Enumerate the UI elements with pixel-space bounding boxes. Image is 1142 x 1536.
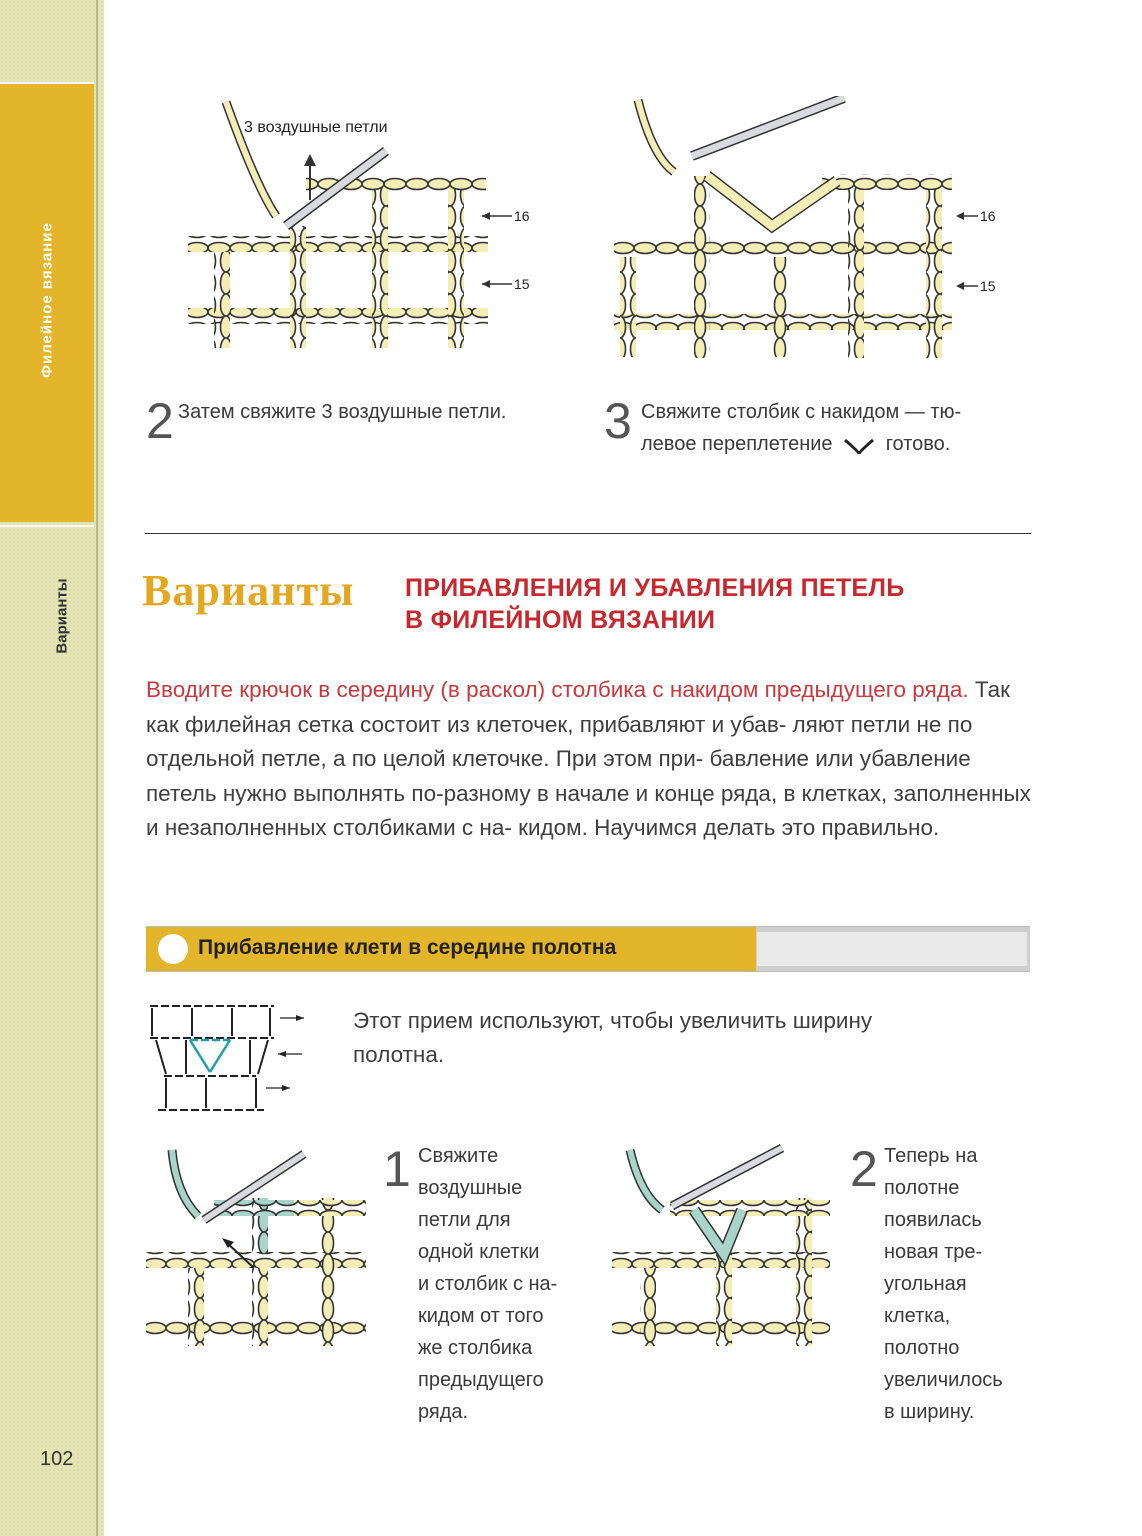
svg-text:15: 15: [514, 276, 530, 292]
intro-paragraph: Вводите крючок в середину (в раскол) столбика с накидом предыдущего ряда. Так как филейная сетка состоит из клеточек, прибавляют и убав- ляют петли не по отдельной петле, а по целой клеточке. При этом при- бавление или убавление петель нужно выполнять по-разному в начале и конце ряда, в клетках, заполненных и незаполненных столбиками с на- кидом. Научимся делать это правильно.: [146, 677, 1031, 840]
sidebar-tab-variants[interactable]: [0, 525, 94, 687]
section-header: [146, 926, 1030, 972]
section-description: Этот прием используют, чтобы увеличить ширину полотна.: [353, 1008, 873, 1067]
step-text-line: новая тре-: [884, 1241, 983, 1263]
svg-text:16: 16: [980, 208, 996, 224]
section-title: Прибавление клети в середине полотна: [198, 936, 617, 959]
page-subtitle: ПРИБАВЛЕНИЯ И УБАВЛЕНИЯ ПЕТЕЛЬ В ФИЛЕЙНОМ ВЯЗАНИИ: [405, 574, 905, 634]
stitch-diagram: [146, 998, 306, 1118]
step-number: 2: [146, 393, 174, 449]
step-text-line: в ширину.: [884, 1401, 975, 1423]
step-text-line: воздушные: [418, 1177, 523, 1199]
step-text-line: Свяжите: [418, 1145, 499, 1167]
step-text: Свяжите столбик с накидом — тю- левое переплетение готово.: [641, 401, 962, 455]
step-text-line: и столбик с на-: [418, 1273, 558, 1295]
step-text: Затем свяжите 3 воздушные петли.: [178, 401, 507, 423]
sidebar-divider: [96, 0, 98, 1536]
step-text-line: кидом от того: [418, 1305, 544, 1327]
step-text-line: увеличилось: [884, 1369, 1003, 1391]
step-text-line: полотне: [884, 1177, 960, 1199]
step-number: 2: [850, 1141, 878, 1197]
illustration-step-3: [612, 96, 1012, 362]
step-text-line: Теперь на: [884, 1145, 978, 1167]
step-number: 3: [604, 393, 632, 449]
illustration-step-2: [186, 96, 536, 358]
callout-label: 3 воздушные петли: [244, 119, 388, 136]
page-title: Варианты: [142, 566, 355, 615]
sidebar-tab-variants-label: Варианты: [53, 578, 71, 654]
step-text: [418, 1140, 557, 1428]
circle-icon: [158, 934, 188, 964]
step-text-line: предыдущего: [418, 1369, 544, 1391]
section-divider: [145, 533, 1031, 534]
page-number: 102: [40, 1448, 74, 1470]
step-text-line: полотно: [884, 1337, 960, 1359]
svg-text:16: 16: [514, 208, 530, 224]
step-number: 1: [383, 1141, 411, 1197]
illustration-bottom-step-1: [144, 1144, 368, 1350]
step-text-line: ряда.: [418, 1401, 469, 1423]
step-text-line: появилась: [884, 1209, 982, 1231]
step-text-line: клетка,: [884, 1305, 951, 1327]
step-text: [884, 1140, 1003, 1428]
step-text-line: угольная: [884, 1273, 967, 1295]
illustration-bottom-step-2: [610, 1144, 832, 1350]
step-text-line: же столбика: [418, 1337, 533, 1359]
tulip-stitch-icon: [842, 434, 876, 456]
sidebar-tab-filet-label: Филейное вязание: [38, 222, 56, 378]
step-text-line: петли для: [418, 1209, 511, 1231]
step-text-line: одной клетки: [418, 1241, 540, 1263]
svg-text:15: 15: [980, 278, 996, 294]
